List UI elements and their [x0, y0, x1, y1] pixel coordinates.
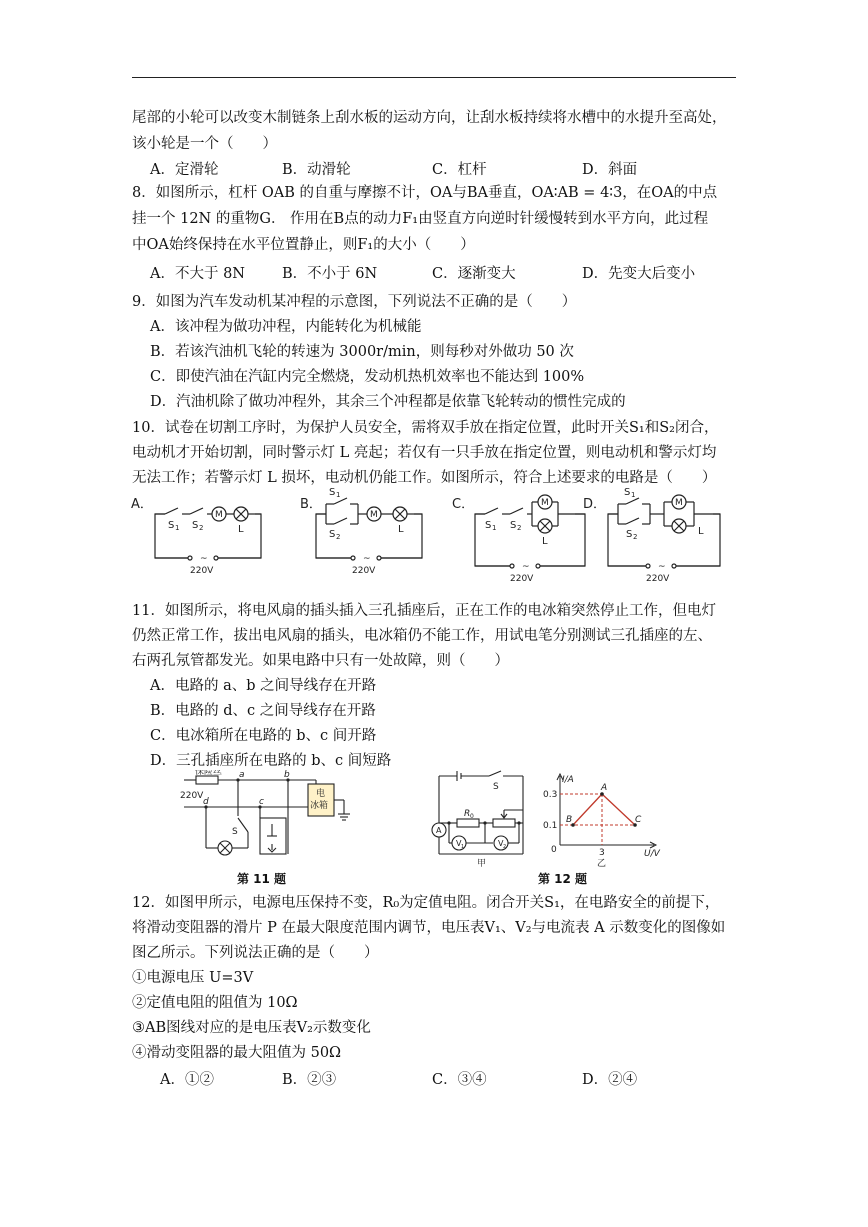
svg-text:M: M — [675, 498, 683, 508]
q10-line-1: 10．试卷在切割工序时，为保护人员安全，需将双手放在指定位置，此时开关S₁和S₂闭合， — [132, 420, 719, 436]
q7-option-b[interactable]: B．动滑轮 — [282, 162, 351, 178]
svg-text:V: V — [456, 839, 462, 848]
q8-option-a[interactable]: A．不大于 8N — [150, 266, 245, 282]
q12-figure-yi — [540, 770, 665, 870]
svg-text:B: B — [566, 815, 573, 825]
q12-statement-4: ④滑动变阻器的最大阻值为 50Ω — [132, 1045, 342, 1061]
svg-text:S: S — [485, 520, 492, 531]
q9-option-a[interactable]: A．该冲程为做功冲程，内能转化为机械能 — [150, 319, 422, 335]
fuse-label: 保险丝 — [195, 770, 223, 777]
svg-text:2: 2 — [199, 524, 204, 532]
svg-text:~: ~ — [200, 554, 208, 564]
header-rule — [132, 77, 736, 78]
q10-letter-c[interactable]: C． — [452, 497, 475, 512]
q10-letter-a[interactable]: A． — [131, 497, 153, 512]
q10-circuits-figure — [130, 482, 740, 582]
svg-text:0: 0 — [551, 845, 557, 855]
q8-option-b[interactable]: B．不小于 6N — [282, 266, 378, 282]
svg-text:S: S — [329, 529, 336, 540]
q8-option-d[interactable]: D．先变大后变小 — [582, 266, 696, 282]
fridge-label-1: 电 — [316, 789, 326, 799]
q11-option-a[interactable]: A．电路的 a、b 之间导线存在开路 — [150, 678, 377, 694]
q10-circuits-svg — [130, 482, 740, 582]
svg-text:S: S — [510, 520, 517, 531]
q7-option-c[interactable]: C．杠杆 — [432, 162, 487, 178]
q7-option-a[interactable]: A．定滑轮 — [150, 162, 219, 178]
q12-line-3: 图乙所示。下列说法正确的是（ ） — [132, 945, 379, 961]
fridge-label-2: 冰箱 — [310, 801, 329, 811]
svg-text:~: ~ — [658, 562, 666, 572]
svg-text:1: 1 — [631, 491, 636, 499]
svg-text:C: C — [635, 815, 642, 825]
q9-option-b[interactable]: B．若该汽油机飞轮的转速为 3000r/min，则每秒对外做功 50 次 — [150, 344, 574, 360]
svg-text:220V: 220V — [510, 574, 534, 582]
q8-line-2: 挂一个 12N 的重物G． 作用在B点的动力F₁由竖直方向逆时针缓慢转到水平方向，此过程 — [132, 211, 709, 227]
figure-yi-label: 乙 — [597, 859, 607, 869]
q10-line-2: 电动机才开始切割，同时警示灯 L 亮起；若仅有一只手放在指定位置，则电动机和警示灯均 — [132, 445, 717, 461]
voltage-label: 220V — [180, 791, 204, 801]
q11-line-3: 右两孔氖管都发光。如果电路中只有一处故障，则（ ） — [132, 653, 509, 669]
q7-line-1: 尾部的小轮可以改变木制链条上刮水板的运动方向，让刮水板持续将水槽中的水提升至高处， — [132, 110, 727, 126]
q8-option-c[interactable]: C．逐渐变大 — [432, 266, 516, 282]
figure-jia-label: 甲 — [477, 859, 487, 868]
svg-text:U/V: U/V — [644, 849, 660, 859]
svg-text:1: 1 — [175, 524, 180, 532]
svg-text:c: c — [259, 797, 264, 807]
svg-text:220V: 220V — [190, 566, 214, 576]
svg-text:S: S — [168, 520, 175, 531]
q12-option-d[interactable]: D．②④ — [582, 1072, 638, 1088]
svg-text:~: ~ — [363, 554, 371, 564]
q11-line-1: 11．如图所示，将电风扇的插头插入三孔插座后，正在工作的电冰箱突然停止工作，但电灯 — [132, 603, 716, 619]
q12-statement-3: ③AB图线对应的是电压表V₂示数变化 — [132, 1020, 371, 1036]
svg-text:2: 2 — [503, 844, 507, 850]
svg-text:1: 1 — [492, 524, 497, 532]
svg-text:M: M — [215, 510, 223, 520]
q12-statement-2: ②定值电阻的阻值为 10Ω — [132, 995, 298, 1011]
circuit-c-loop — [475, 514, 585, 566]
svg-text:a: a — [239, 770, 245, 780]
q11-figure-svg — [176, 770, 356, 865]
svg-text:1: 1 — [461, 844, 465, 850]
q11-option-b[interactable]: B．电路的 d、c 之间导线存在开路 — [150, 703, 376, 719]
svg-text:L: L — [398, 524, 404, 535]
svg-text:220V: 220V — [352, 566, 376, 576]
svg-text:0.3: 0.3 — [543, 790, 558, 800]
svg-text:V: V — [498, 839, 504, 848]
q12-option-b[interactable]: B．②③ — [282, 1072, 337, 1088]
svg-text:b: b — [284, 770, 290, 780]
q12-figure-jia-svg — [427, 768, 532, 868]
svg-text:2: 2 — [336, 533, 341, 541]
svg-text:S: S — [192, 520, 199, 531]
q12-line-2: 将滑动变阻器的滑片 P 在最大限度范围内调节，电压表V₁、V₂与电流表 A 示数变化的图像如 — [132, 920, 726, 936]
q12-option-a[interactable]: A．①② — [160, 1072, 214, 1088]
svg-text:0: 0 — [470, 813, 474, 820]
svg-text:L: L — [698, 526, 704, 537]
q12-figure-yi-svg — [540, 770, 665, 870]
ammeter-label: A — [436, 826, 442, 835]
q11-option-c[interactable]: C．电冰箱所在电路的 b、c 间开路 — [150, 728, 377, 744]
svg-text:M: M — [541, 498, 549, 508]
q11-line-2: 仍然正常工作，拔出电风扇的插头，电冰箱仍不能工作，用试电笔分别测试三孔插座的左、 — [132, 628, 712, 644]
svg-text:2: 2 — [517, 524, 522, 532]
q7-option-d[interactable]: D．斜面 — [582, 162, 638, 178]
q9-stem: 9．如图为汽车发动机某冲程的示意图，下列说法不正确的是（ ） — [132, 294, 577, 310]
svg-text:S: S — [493, 782, 499, 792]
q8-line-1: 8．如图所示，杠杆 OAB 的自重与摩擦不计，OA与BA垂直，OA∶AB = 4∶3，在OA的中点 — [132, 185, 718, 201]
svg-text:0.1: 0.1 — [543, 821, 558, 831]
q12-line-1: 12．如图甲所示，电源电压保持不变，R₀为定值电阻。闭合开关S₁，在电路安全的前提下， — [132, 895, 720, 911]
q11-figure — [176, 770, 356, 865]
svg-text:1: 1 — [336, 491, 341, 499]
q12-statement-1: ①电源电压 U=3V — [132, 970, 254, 986]
svg-text:3: 3 — [599, 848, 605, 858]
svg-text:L: L — [542, 536, 548, 547]
svg-text:A: A — [601, 783, 608, 793]
q7-line-2: 该小轮是一个（ ） — [132, 136, 277, 152]
q10-line-3: 无法工作；若警示灯 L 损坏，电动机仍能工作。如图所示，符合上述要求的电路是（ ） — [132, 470, 717, 486]
q11-option-d[interactable]: D．三孔插座所在电路的 b、c 间短路 — [150, 753, 392, 769]
q8-line-3: 中OA始终保持在水平位置静止，则F₁的大小（ ） — [132, 237, 475, 253]
q12-figure-jia — [427, 768, 532, 868]
q9-option-d[interactable]: D．汽油机除了做功冲程外，其余三个冲程都是依靠飞轮转动的惯性完成的 — [150, 394, 626, 410]
svg-text:S: S — [329, 487, 336, 498]
q12-option-c[interactable]: C．③④ — [432, 1072, 487, 1088]
svg-text:S: S — [626, 529, 633, 540]
svg-text:S: S — [624, 487, 631, 498]
svg-text:2: 2 — [633, 533, 638, 541]
q9-option-c[interactable]: C．即使汽油在汽缸内完全燃烧，发动机热机效率也不能达到 100% — [150, 369, 585, 385]
svg-text:~: ~ — [522, 562, 530, 572]
svg-text:I/A: I/A — [562, 775, 574, 785]
q12-caption: 第 12 题 — [538, 872, 588, 886]
svg-text:d: d — [203, 797, 209, 807]
q10-letter-b[interactable]: B． — [300, 497, 322, 512]
q11-caption: 第 11 题 — [237, 872, 287, 886]
svg-text:M: M — [370, 510, 378, 520]
svg-text:S: S — [232, 827, 238, 837]
svg-text:220V: 220V — [646, 574, 670, 582]
q10-letter-d[interactable]: D． — [583, 497, 607, 512]
svg-text:L: L — [238, 524, 244, 535]
svg-text:R: R — [464, 809, 471, 819]
